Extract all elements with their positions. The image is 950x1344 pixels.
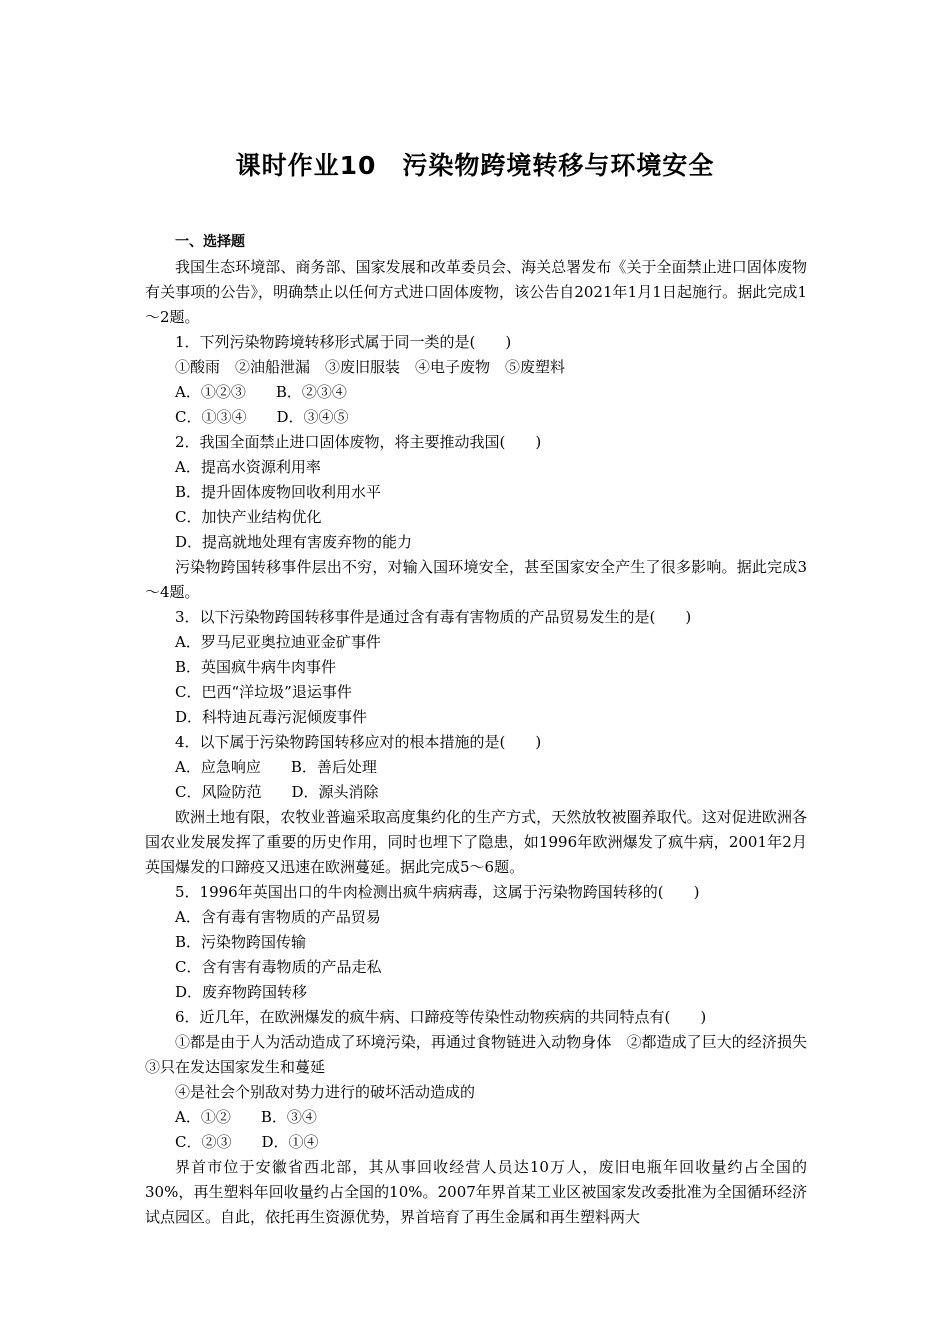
question-1-items: ①酸雨 ②油船泄漏 ③废旧服装 ④电子废物 ⑤废塑料 bbox=[175, 358, 566, 376]
question-1-stem: 1．下列污染物跨境转移形式属于同一类的是( ) bbox=[175, 333, 512, 351]
question-3-option-b: B．英国疯牛病牛肉事件 bbox=[175, 658, 337, 676]
question-5-option-a: A．含有毒有害物质的产品贸易 bbox=[175, 908, 381, 926]
question-4-options-row-2: C．风险防范 D．源头消除 bbox=[175, 783, 379, 801]
section-heading: 一、选择题 bbox=[175, 234, 245, 250]
question-3-option-c: C．巴西“洋垃圾”退运事件 bbox=[175, 683, 352, 701]
question-6-options-row-2: C．②③ D．①④ bbox=[175, 1133, 319, 1151]
question-6-items-2: ④是社会个别敌对势力进行的破坏活动造成的 bbox=[175, 1083, 476, 1101]
question-2-option-c: C．加快产业结构优化 bbox=[175, 508, 322, 526]
question-2-option-a: A．提高水资源利用率 bbox=[175, 458, 321, 476]
question-1-options-row-1: A．①②③ B．②③④ bbox=[175, 383, 347, 401]
question-3-option-a: A．罗马尼亚奥拉迪亚金矿事件 bbox=[175, 633, 381, 651]
question-5-option-d: D．废弃物跨国转移 bbox=[175, 983, 308, 1001]
question-5-option-b: B．污染物跨国传输 bbox=[175, 933, 307, 951]
question-3-option-d: D．科特迪瓦毒污泥倾废事件 bbox=[175, 708, 368, 726]
question-2-option-b: B．提升固体废物回收利用水平 bbox=[175, 483, 382, 501]
question-2-stem: 2．我国全面禁止进口固体废物，将主要推动我国( ) bbox=[175, 433, 542, 451]
question-6-options-row-1: A．①② B．③④ bbox=[175, 1108, 317, 1126]
passage-3: 欧洲土地有限，农牧业普遍采取高度集约化的生产方式，天然放牧被圈养取代。这对促进欧洲各国农业发展发挥了重要的历史作用，同时也埋下了隐患，如1996年欧洲爆发了疯牛病，2001年2月英国爆发的口蹄疫又迅速在欧洲蔓延。据此完成5～6题。 bbox=[145, 808, 807, 876]
question-5-stem: 5．1996年英国出口的牛肉检测出疯牛病病毒，这属于污染物跨国转移的( ) bbox=[175, 883, 700, 901]
passage-4: 界首市位于安徽省西北部，其从事回收经营人员达10万人，废旧电瓶年回收量约占全国的30%，再生塑料年回收量约占全国的10%。2007年界首某工业区被国家发改委批准为全国循环经济试点园区。自此，依托再生资源优势，界首培育了再生金属和再生塑料两大 bbox=[145, 1158, 807, 1226]
question-6-items-1: ①都是由于人为活动造成了环境污染，再通过食物链进入动物身体 ②都造成了巨大的经济损失 ③只在发达国家发生和蔓延 bbox=[145, 1033, 823, 1076]
passage-2: 污染物跨国转移事件层出不穷，对输入国环境安全，甚至国家安全产生了很多影响。据此完成3～4题。 bbox=[145, 558, 807, 601]
document-body bbox=[145, 230, 823, 1230]
question-2-option-d: D．提高就地处理有害废弃物的能力 bbox=[175, 533, 413, 551]
question-4-stem: 4．以下属于污染物跨国转移应对的根本措施的是( ) bbox=[175, 733, 542, 751]
passage-1: 我国生态环境部、商务部、国家发展和改革委员会、海关总署发布《关于全面禁止进口固体废物有关事项的公告》，明确禁止以任何方式进口固体废物，该公告自2021年1月1日起施行。据此完成1～2题。 bbox=[145, 258, 807, 326]
page-title: 课时作业10 污染物跨境转移与环境安全 bbox=[235, 151, 715, 180]
question-6-stem: 6．近几年，在欧洲爆发的疯牛病、口蹄疫等传染性动物疾病的共同特点有( ) bbox=[175, 1008, 707, 1026]
question-3-stem: 3．以下污染物跨国转移事件是通过含有毒有害物质的产品贸易发生的是( ) bbox=[175, 608, 692, 626]
question-4-options-row-1: A．应急响应 B．善后处理 bbox=[175, 758, 377, 776]
question-5-option-c: C．含有害有毒物质的产品走私 bbox=[175, 958, 382, 976]
question-1-options-row-2: C．①③④ D．③④⑤ bbox=[175, 408, 349, 426]
